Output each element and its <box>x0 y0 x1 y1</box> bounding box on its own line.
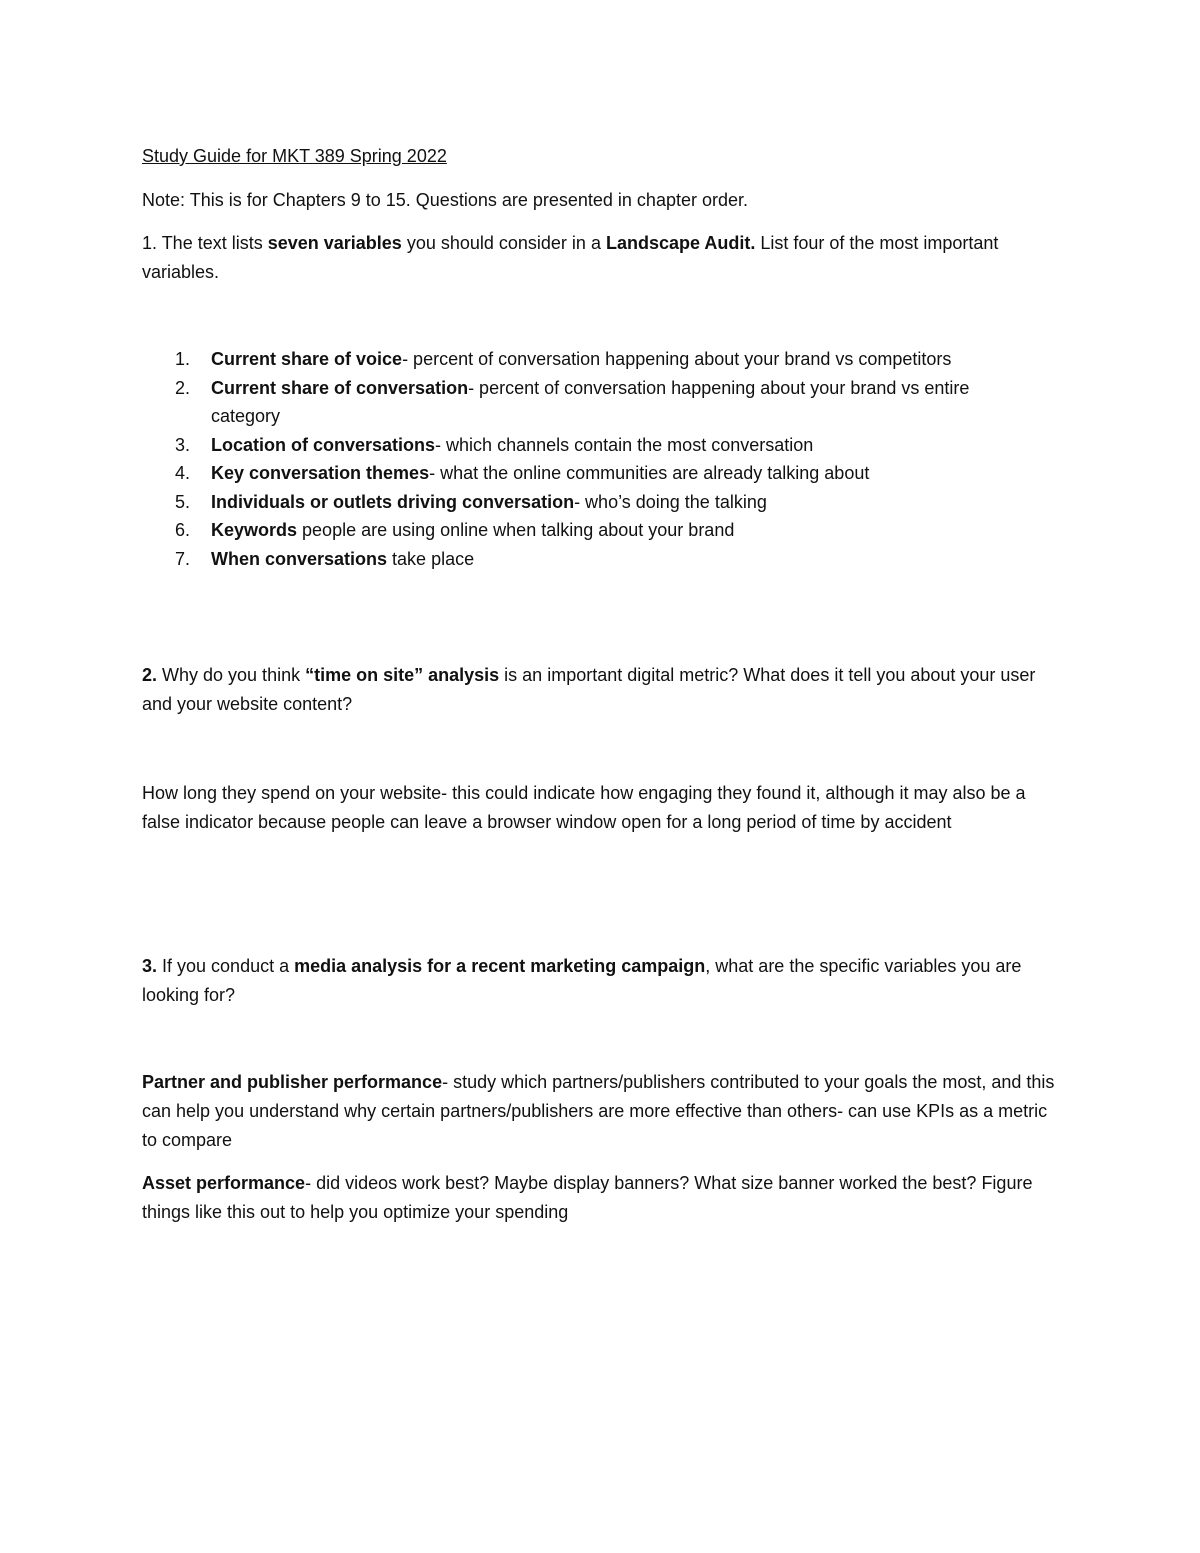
question-3-text: If you conduct a <box>162 956 295 976</box>
question-2-text: Why do you think <box>162 665 306 685</box>
landscape-variables-list <box>142 345 1042 573</box>
list-item-description: - who’s doing the talking <box>574 491 767 512</box>
list-item-number: 2. <box>175 377 191 398</box>
answer-3-partner-performance <box>142 1068 1062 1155</box>
list-item-number: 3. <box>175 434 191 455</box>
list-item <box>142 488 1042 517</box>
question-3-text: , what are the specific variables you are looking for? <box>142 956 1022 1005</box>
list-item <box>142 374 1042 431</box>
question-1-number: 1. <box>142 233 162 253</box>
list-item <box>142 345 1042 374</box>
question-1-text: List four of the most important variables. <box>142 233 999 282</box>
question-1-emphasis: seven variables <box>267 233 402 253</box>
note-paragraph: Note: This is for Chapters 9 to 15. Questions are presented in chapter order. <box>142 190 748 210</box>
list-item-description: take place <box>387 548 475 569</box>
answer-3-term: Asset performance <box>142 1173 306 1193</box>
answer-2: How long they spend on your website- this could indicate how engaging they found it, although it may also be a false indicator because people can leave a browser window open for a long period of time by accident <box>142 783 1026 832</box>
list-item-term: Location of conversations <box>211 434 436 455</box>
question-2 <box>142 661 1062 719</box>
list-item-description: - what the online communities are already talking about <box>429 463 870 483</box>
answer-3-text: - did videos work best? Maybe display banners? What size banner worked the best? Figure things like this out to help you optimize your spending <box>142 1173 1033 1222</box>
list-item-description: - percent of conversation happening about your brand vs competitors <box>402 349 952 369</box>
question-1-emphasis: Landscape Audit. <box>605 233 756 253</box>
answer-3-text: - study which partners/publishers contributed to your goals the most, and this can help you understand why certain partners/publishers are more effective than others- can use KPIs as a metric to compare <box>142 1072 1055 1150</box>
list-item <box>142 431 1042 460</box>
question-3-number: 3. <box>142 956 163 976</box>
question-1-text: The text lists <box>161 233 268 253</box>
list-item-description: - percent of conversation happening about your brand vs entire category <box>211 377 970 426</box>
answer-3-term: Partner and publisher performance <box>142 1072 443 1092</box>
list-item-term: When conversations <box>211 548 388 569</box>
list-item-number: 7. <box>175 548 191 569</box>
list-item-term: Key conversation themes <box>211 463 430 483</box>
document-title: Study Guide for MKT 389 Spring 2022 <box>142 146 447 166</box>
list-item-term: Individuals or outlets driving conversation <box>211 491 575 512</box>
question-2-number: 2. <box>142 665 163 685</box>
list-item-description: people are using online when talking about your brand <box>297 520 735 540</box>
question-1 <box>142 229 1002 287</box>
list-item <box>142 459 1042 488</box>
list-item-number: 5. <box>175 491 191 512</box>
question-1-text: you should consider in a <box>401 233 606 253</box>
question-3 <box>142 952 1062 1010</box>
list-item <box>142 516 1042 545</box>
list-item <box>142 545 1042 574</box>
list-item-number: 1. <box>175 349 191 369</box>
question-3-emphasis: media analysis for a recent marketing campaign <box>294 956 706 976</box>
list-item-term: Current share of conversation <box>211 377 469 398</box>
list-item-description: - which channels contain the most conversation <box>435 434 814 455</box>
list-item-term: Current share of voice <box>211 349 403 369</box>
list-item-term: Keywords <box>211 520 298 540</box>
answer-3-asset-performance <box>142 1169 1062 1227</box>
list-item-number: 6. <box>175 520 191 540</box>
list-item-number: 4. <box>175 463 191 483</box>
question-2-text: is an important digital metric? What does it tell you about your user and your website content? <box>142 665 1036 714</box>
question-2-emphasis: “time on site” analysis <box>305 665 500 685</box>
